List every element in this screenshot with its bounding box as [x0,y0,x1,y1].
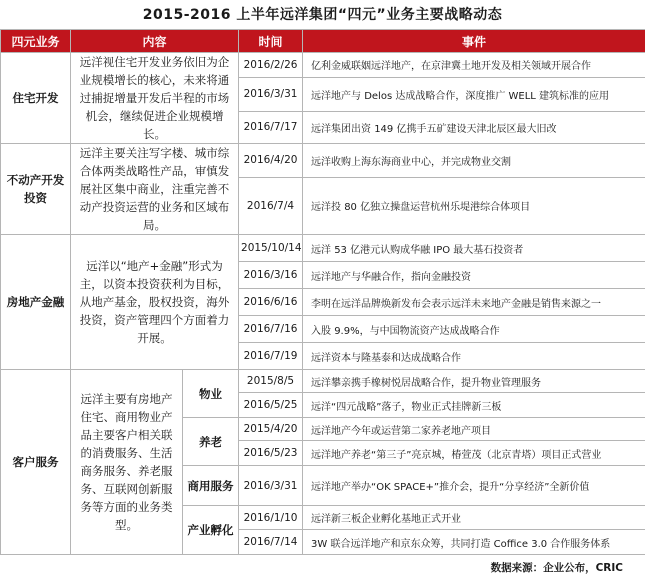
event-cell: 远洋新三板企业孵化基地正式开业 [303,506,645,530]
business-label: 住宅开发 [1,53,71,144]
event-cell: 入股 9.9%，与中国物流资产达成战略合作 [303,316,645,343]
business-label: 不动产开发投资 [1,144,71,235]
date-cell: 2016/4/20 [239,144,303,178]
content-cell: 远洋主要有房地产住宅、商用物业产品主要客户相关联的消费服务、生活商务服务、养老服务、互联网创新服务等方面的业务类型。 [71,370,183,555]
header-business: 四元业务 [1,30,71,53]
service-type-label: 产业孵化 [183,506,239,555]
event-cell: 远洋投 80 亿独立操盘运营杭州乐堤港综合体项目 [303,177,645,234]
event-cell: 远洋资本与隆基泰和达成战略合作 [303,343,645,370]
event-cell: 远洋 53 亿港元认购成华融 IPO 最大基石投资者 [303,235,645,262]
content-cell: 远洋视住宅开发业务依旧为企业规模增长的核心，未来将通过捕捉增量开发后半程的市场机会，继续促进企业规模增长。 [71,53,239,144]
table-row [1,144,645,178]
date-cell: 2016/7/17 [239,111,303,143]
date-cell: 2015/10/14 [239,235,303,262]
event-cell: 李明在远洋品牌焕新发布会表示远洋未来地产金融是销售来源之一 [303,289,645,316]
table-row [1,235,645,262]
content-cell: 远洋以“地产+金融”形式为主，以资本投资获利为目标，从地产基金，股权投资，海外投资，资产管理四个方面着力开展。 [71,235,239,370]
event-cell: 远洋收购上海东海商业中心，并完成物业交割 [303,144,645,178]
event-cell: 亿利金威联姻远洋地产，在京津冀土地开发及相关领域开展合作 [303,53,645,78]
event-cell: 远洋地产今年或运营第二家养老地产项目 [303,418,645,441]
date-cell: 2016/1/10 [239,506,303,530]
date-cell: 2016/7/4 [239,177,303,234]
business-label: 客户服务 [1,370,71,555]
header-content: 内容 [71,30,239,53]
event-cell: 远洋地产与 Delos 达成战略合作，深度推广 WELL 建筑标准的应用 [303,77,645,111]
date-cell: 2016/7/14 [239,530,303,555]
content-cell: 远洋主要关注写字楼、城市综合体两类战略性产品，审慎发展社区集中商业，注重完善不动产投资运营的业务和区域布局。 [71,144,239,235]
event-cell: 远洋“四元战略”落子，物业正式挂牌新三板 [303,393,645,418]
service-type-label: 商用服务 [183,466,239,506]
date-cell: 2016/6/16 [239,289,303,316]
date-cell: 2015/8/5 [239,370,303,393]
service-type-label: 物业 [183,370,239,418]
date-cell: 2016/7/16 [239,316,303,343]
service-type-label: 养老 [183,418,239,466]
header-event: 事件 [303,30,645,53]
event-cell: 远洋集团出资 149 亿携手五矿建设天津北辰区最大旧改 [303,111,645,143]
event-cell: 远洋地产举办“OK SPACE+”推介会，提升“分享经济”全新价值 [303,466,645,506]
page-title: 2015-2016 上半年远洋集团“四元”业务主要战略动态 [142,7,503,23]
date-cell: 2016/5/23 [239,441,303,466]
event-cell: 远洋攀亲携手橡树悦居战略合作，提升物业管理服务 [303,370,645,393]
header-row [1,30,645,53]
event-cell: 远洋地产养老“第三子”亮京城，椿萱茂（北京青塔）项目正式营业 [303,441,645,466]
date-cell: 2016/3/31 [239,77,303,111]
date-cell: 2016/2/26 [239,53,303,78]
date-cell: 2016/5/25 [239,393,303,418]
table-row [1,53,645,78]
data-source-note: 数据来源：企业公布，CRIC [490,562,623,574]
strategy-table [0,29,645,555]
event-cell: 3W 联合远洋地产和京东众筹，共同打造 Coffice 3.0 合作服务体系 [303,530,645,555]
header-date: 时间 [239,30,303,53]
date-cell: 2016/3/16 [239,262,303,289]
date-cell: 2016/7/19 [239,343,303,370]
date-cell: 2015/4/20 [239,418,303,441]
date-cell: 2016/3/31 [239,466,303,506]
table-row [1,370,645,393]
business-label: 房地产金融 [1,235,71,370]
event-cell: 远洋地产与华融合作，指向金融投资 [303,262,645,289]
